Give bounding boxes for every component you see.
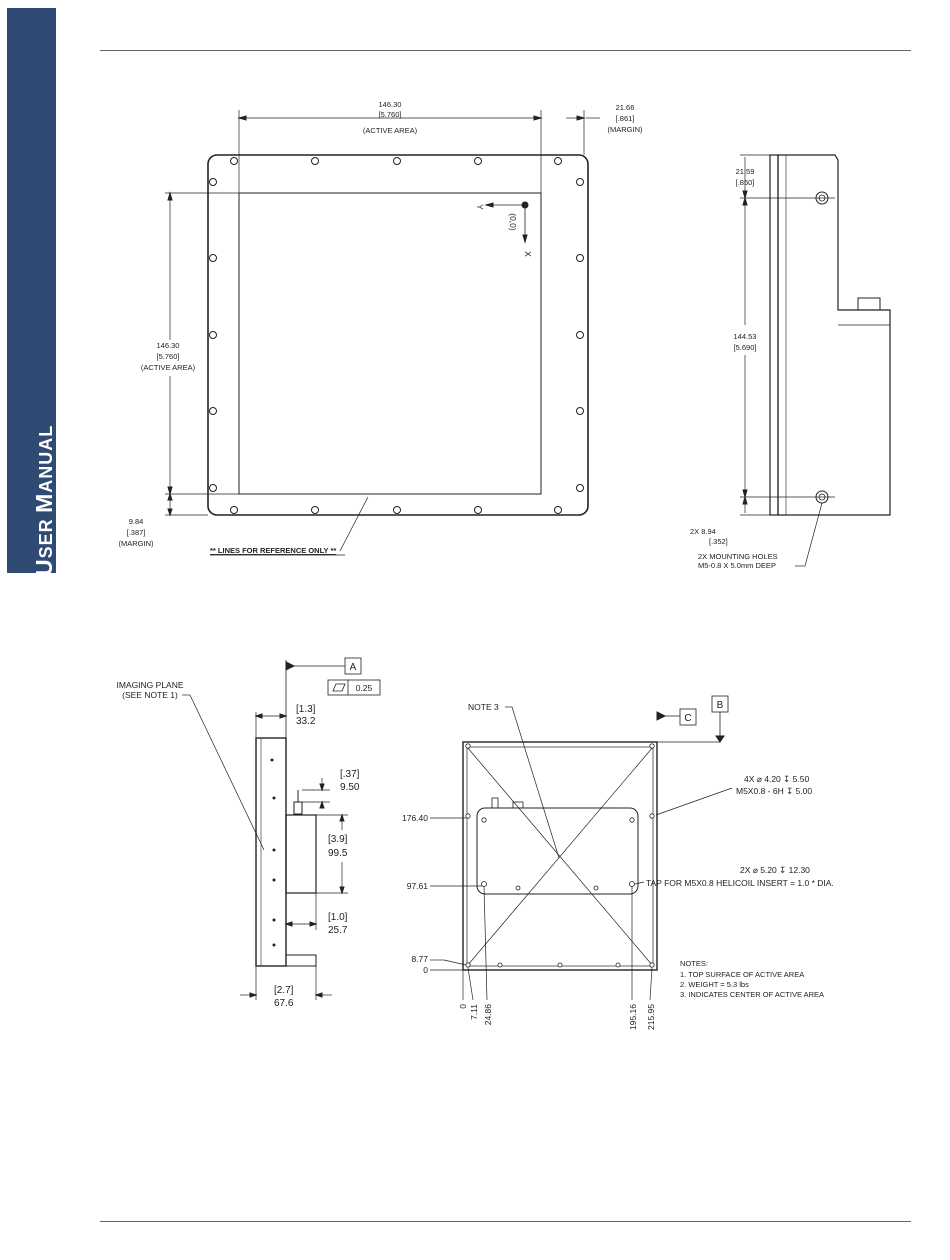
d4-in: [1.0]: [328, 912, 348, 923]
axis-y-label: Y: [475, 204, 485, 210]
side-dim-hole-mm: 2X 8.94: [690, 527, 716, 536]
y-ordinate-0: 0: [423, 965, 428, 975]
title-rest-1: SER: [36, 518, 56, 559]
dim-width-label: (ACTIVE AREA): [362, 126, 418, 135]
holes-line-2: M5-0.8 X 5.0mm DEEP: [698, 561, 776, 570]
y-ordinate-97: 97.61: [406, 881, 428, 891]
origin-dot: [522, 202, 528, 208]
front-view: [119, 100, 643, 555]
x-ordinate-195: 195.16: [628, 1004, 638, 1030]
flatness-value: 0.25: [355, 683, 373, 693]
d2-in: [.37]: [340, 769, 360, 780]
datum-b: B: [716, 700, 724, 711]
dim-height-in: [5.760]: [156, 352, 180, 361]
front-bolts: [210, 158, 584, 514]
d3-mm: 99.5: [328, 848, 348, 859]
x-ordinate-24: 24.86: [483, 1004, 493, 1026]
profile-view: [116, 658, 380, 1009]
note-1: 1. TOP SURFACE OF ACTIVE AREA: [680, 970, 805, 979]
d3-in: [3.9]: [328, 834, 348, 845]
holes4-line-2: M5X0.8 - 6H ↧ 5.00: [736, 786, 813, 796]
back-view: [402, 696, 834, 1030]
d5-in: [2.7]: [274, 985, 294, 996]
y-ordinate-176: 176.40: [402, 813, 428, 823]
note-3: 3. INDICATES CENTER OF ACTIVE AREA: [680, 990, 825, 999]
dim-margin-mm: 21.66: [615, 103, 635, 112]
side-dim-top-mm: 21.59: [735, 167, 755, 176]
holes2-line-1: 2X ⌀ 5.20 ↧ 12.30: [740, 865, 810, 875]
dim-height-label: (ACTIVE AREA): [140, 363, 196, 372]
origin-label: (0,0): [508, 213, 518, 231]
dim-width-mm: 146.30: [378, 100, 402, 109]
dim-bottom-label: (MARGIN): [118, 539, 154, 548]
d5-mm: 67.6: [274, 998, 294, 1009]
dim-bottom-in: [.387]: [126, 528, 146, 537]
side-dim-span-mm: 144.53: [733, 332, 757, 341]
imaging-line-2: (SEE NOTE 1): [122, 690, 178, 700]
y-ordinate-8: 8.77: [411, 954, 428, 964]
d1-mm: 33.2: [296, 716, 316, 727]
side-view: [690, 155, 890, 570]
note-2: 2. WEIGHT = 5.3 lbs: [680, 980, 749, 989]
datum-c: C: [684, 713, 692, 724]
note-3-label: NOTE 3: [468, 702, 499, 712]
side-dim-top-in: [.850]: [735, 178, 755, 187]
x-ordinate-7: 7.11: [469, 1004, 479, 1020]
x-ordinate-215: 215.95: [646, 1004, 656, 1030]
dim-width-in: [5.760]: [378, 110, 402, 119]
holes4-line-1: 4X ⌀ 4.20 ↧ 5.50: [744, 774, 810, 784]
reference-note: ** LINES FOR REFERENCE ONLY **: [210, 546, 337, 555]
d4-mm: 25.7: [328, 925, 348, 936]
title-cap-2: M: [31, 492, 57, 513]
holes2-line-2: TAP FOR M5X0.8 HELICOIL INSERT = 1.0 * DIA.: [646, 878, 834, 888]
active-area: [239, 193, 541, 494]
imaging-line-1: IMAGING PLANE: [116, 680, 184, 690]
side-dim-span-in: [5.690]: [733, 343, 757, 352]
x-ordinate-0: 0: [458, 1004, 468, 1009]
dim-margin-label: (MARGIN): [607, 125, 643, 134]
side-dim-hole-in: [.352]: [709, 537, 728, 546]
d2-mm: 9.50: [340, 782, 360, 793]
dim-height-mm: 146.30: [156, 341, 180, 350]
title-rest-2: ANUAL: [36, 424, 56, 493]
notes-title: NOTES:: [680, 959, 708, 968]
dim-margin-in: [.861]: [615, 114, 635, 123]
dim-bottom-mm: 9.84: [128, 517, 144, 526]
axis-x-label: X: [523, 251, 533, 257]
title-cap-1: U: [31, 558, 57, 576]
datum-a: A: [349, 662, 357, 673]
front-outline: [208, 155, 588, 515]
d1-in: [1.3]: [296, 704, 316, 715]
holes-line-1: 2X MOUNTING HOLES: [698, 552, 778, 561]
